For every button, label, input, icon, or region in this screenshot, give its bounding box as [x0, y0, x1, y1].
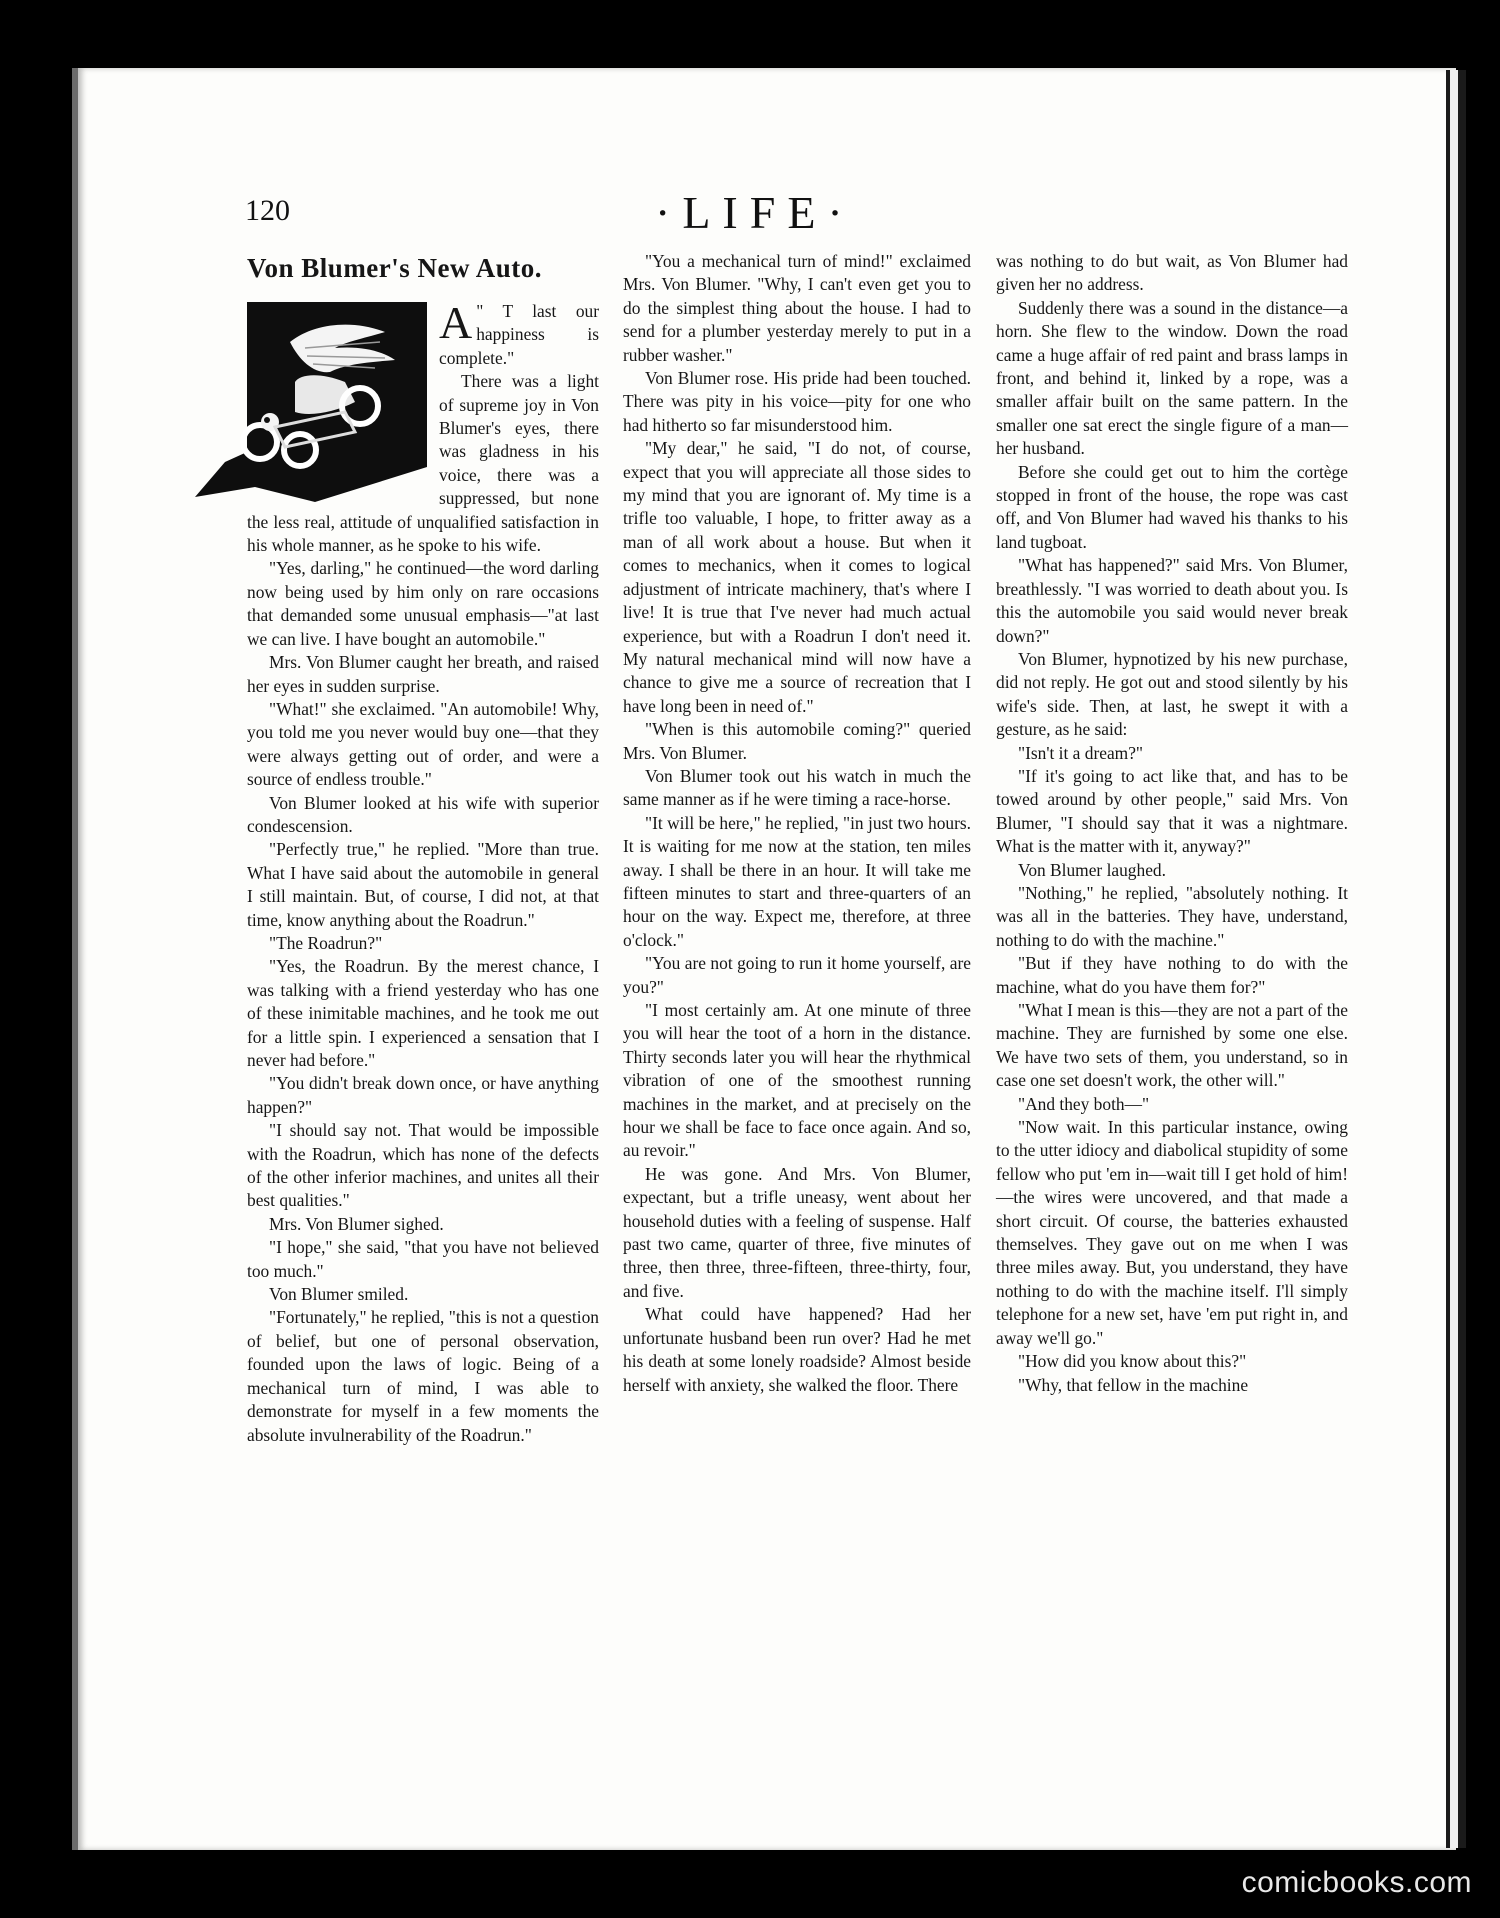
next-page-edge [1450, 70, 1458, 1848]
paragraph: "You are not going to run it home yourself, are you?" [623, 953, 971, 997]
article-title: Von Blumer's New Auto. [247, 253, 543, 283]
paragraph: "I hope," she said, "that you have not believed too much." [247, 1237, 599, 1281]
paragraph: "When is this automobile coming?" queried Mrs. Von Blumer. [623, 719, 971, 763]
masthead-title: ·LIFE· [655, 187, 855, 238]
paragraph: He was gone. And Mrs. Von Blumer, expectant, but a trifle uneasy, went about her household duties with a feeling of suspense. Half past two came, quarter of three, five minutes of three, then three, three-fifteen, three-thirty, four, and five. [623, 1163, 971, 1301]
paragraph: Von Blumer smiled. [269, 1284, 409, 1305]
paragraph: "My dear," he said, "I do not, of course, expect that you will appreciate all those sides to my mind that you are ignorant of. My time is a trifle too valuable, I hope, to fritter away as a man of all work about a house. But when it comes to mechanics, when it comes to logical adjustment of intricate machinery, that's where I live! It is true that I've never had much actual experience, but with a Roadrun I don't need it. My natural mechanical mind will now have a chance to give me a source of recreation that I have long been in need of." [623, 438, 971, 716]
paragraph: Von Blumer rose. His pride had been touched. There was pity in his voice—pity for one who had hitherto so far misunderstood him. [623, 368, 971, 435]
article-column-1 [247, 252, 599, 1447]
paragraph: Before she could get out to him the cortège stopped in front of the house, the rope was cast off, and Von Blumer had waved his thanks to his land tugboat. [996, 461, 1348, 552]
paragraph: "Isn't it a dream?" [1018, 742, 1144, 763]
paragraph: Suddenly there was a sound in the distance—a horn. She flew to the window. Down the road came a huge affair of red paint and brass lamps in front, and behind it, linked by a rope, was a smaller affair built on the same pattern. In the smaller one sat erect the single figure of a man—her husband. [996, 297, 1348, 459]
paragraph: What could have happened? Had her unfortunate husband been run over? Had he met his death at some lonely roadside? Almost beside herself with anxiety, she walked the floor. There [623, 1304, 971, 1395]
paragraph: "I should say not. That would be impossible with the Roadrun, which has none of the defects of the other inferior machines, and unites all their best qualities." [247, 1120, 599, 1211]
paragraph: "You a mechanical turn of mind!" exclaimed Mrs. Von Blumer. "Why, I can't even get you to do the simplest thing about the house. I had to send for a plumber yesterday merely to put in a rubber washer." [623, 251, 971, 365]
paragraph: "But if they have nothing to do with the machine, what do you have them for?" [996, 953, 1348, 997]
paragraph: "Perfectly true," he replied. "More than true. What I have said about the automobile in general I still maintain. But, of course, I did not, at that time, know anything about the Roadrun." [247, 839, 599, 930]
paragraph: Von Blumer looked at his wife with superior condescension. [247, 792, 599, 836]
paragraph: "What!" she exclaimed. "An automobile! Why, you told me you never would buy one—that they were always getting out of order, and were a source of endless trouble." [247, 698, 599, 790]
page-number: 120 [245, 194, 290, 227]
paragraph: was nothing to do but wait, as Von Blumer had given her no address. [996, 251, 1348, 295]
paragraph: "The Roadrun?" [269, 932, 383, 953]
paragraph: "You didn't break down once, or have anything happen?" [247, 1073, 599, 1117]
paragraph: "How did you know about this?" [1018, 1351, 1247, 1372]
paragraph: Von Blumer laughed. [1018, 859, 1166, 880]
article-column-3 [996, 250, 1348, 1397]
drop-cap: A [439, 297, 473, 348]
paragraph: "Fortunately," he replied, "this is not a question of belief, but one of personal observation, founded upon the laws of logic. Being of a mechanical turn of mind, I was able to demonstrate for myself in a few moments the absolute invulnerability of the Roadrun." [247, 1307, 599, 1445]
paragraph: Mrs. Von Blumer sighed. [269, 1213, 444, 1234]
paragraph: "Nothing," he replied, "absolutely nothing. It was all in the batteries. They have, understand, nothing to do with the machine." [996, 882, 1348, 950]
paragraph: "Now wait. In this particular instance, owing to the utter idiocy and diabolical stupidity of some fellow who put 'em in—wait till I get hold of him!—the wires were uncovered, and that made a short circuit. Of course, the batteries exhausted themselves. They gave out on me when I was three miles away. But, you understand, they have nothing to do with the machine itself. I'll simply telephone for a new set, have 'em put right in, and away we'll go." [996, 1117, 1348, 1348]
paragraph: Von Blumer took out his watch in much the same manner as if he were timing a race-horse. [623, 765, 971, 810]
paragraph: "If it's going to act like that, and has to be towed around by other people," said Mrs. Von Blumer, "I should say that it was a nightmare. What is the matter with it, anyway?" [996, 765, 1348, 857]
article-column-2 [623, 250, 971, 1397]
watermark: comicbooks.com [1241, 1866, 1472, 1899]
paragraph: "I most certainly am. At one minute of three you will hear the toot of a horn in the distance. Thirty seconds later you will hear the rhythmical vibration of one of the smoothest running machines in the market, and at precisely on the hour we shall be face to face once again. And so, au revoir." [623, 1000, 971, 1161]
paragraph: "Why, that fellow in the machine [1018, 1374, 1249, 1395]
paragraph: Mrs. Von Blumer caught her breath, and raised her eyes in sudden surprise. [247, 652, 599, 696]
paragraph: Von Blumer, hypnotized by his new purchase, did not reply. He got out and stood silently by his wife's side. Then, at last, he swept it with a gesture, as he said: [996, 648, 1348, 740]
paragraph: "What has happened?" said Mrs. Von Blumer, breathlessly. "I was worried to death about you. Is this the automobile you said would never break down?" [996, 555, 1348, 646]
paragraph: "And they both—" [1018, 1093, 1150, 1114]
paragraph: "Yes, the Roadrun. By the merest chance, I was talking with a friend yesterday who has one of these inimitable machines, and he took me out for a little spin. I experienced a sensation that I never had before." [247, 956, 599, 1070]
paragraph: "Yes, darling," he continued—the word darling now being used by him only on rare occasions that demanded some unusual emphasis—"at last we can live. I have bought an automobile." [247, 558, 599, 649]
paragraph: "It will be here," he replied, "in just two hours. It is waiting for me now at the station, ten miles away. I shall be there in an hour. It will take me fifteen minutes to start and three-quarters of an hour on the way. Expect me, therefore, at three o'clock." [623, 812, 971, 950]
winged-automobile-illustration [195, 302, 427, 502]
paragraph: " T last our happiness is complete." [439, 301, 599, 368]
paragraph: There was a light of supreme joy in Von Blumer's eyes, there was gladness in his voice, there was a suppressed, but none the less real, attitude of unqualified satisfaction in his whole manner, as he spoke to his wife. [247, 371, 599, 556]
paragraph: "What I mean is this—they are not a part of the machine. They are furnished by some one else. We have two sets of them, you understand, so in case one set doesn't work, the other will." [996, 1000, 1348, 1091]
